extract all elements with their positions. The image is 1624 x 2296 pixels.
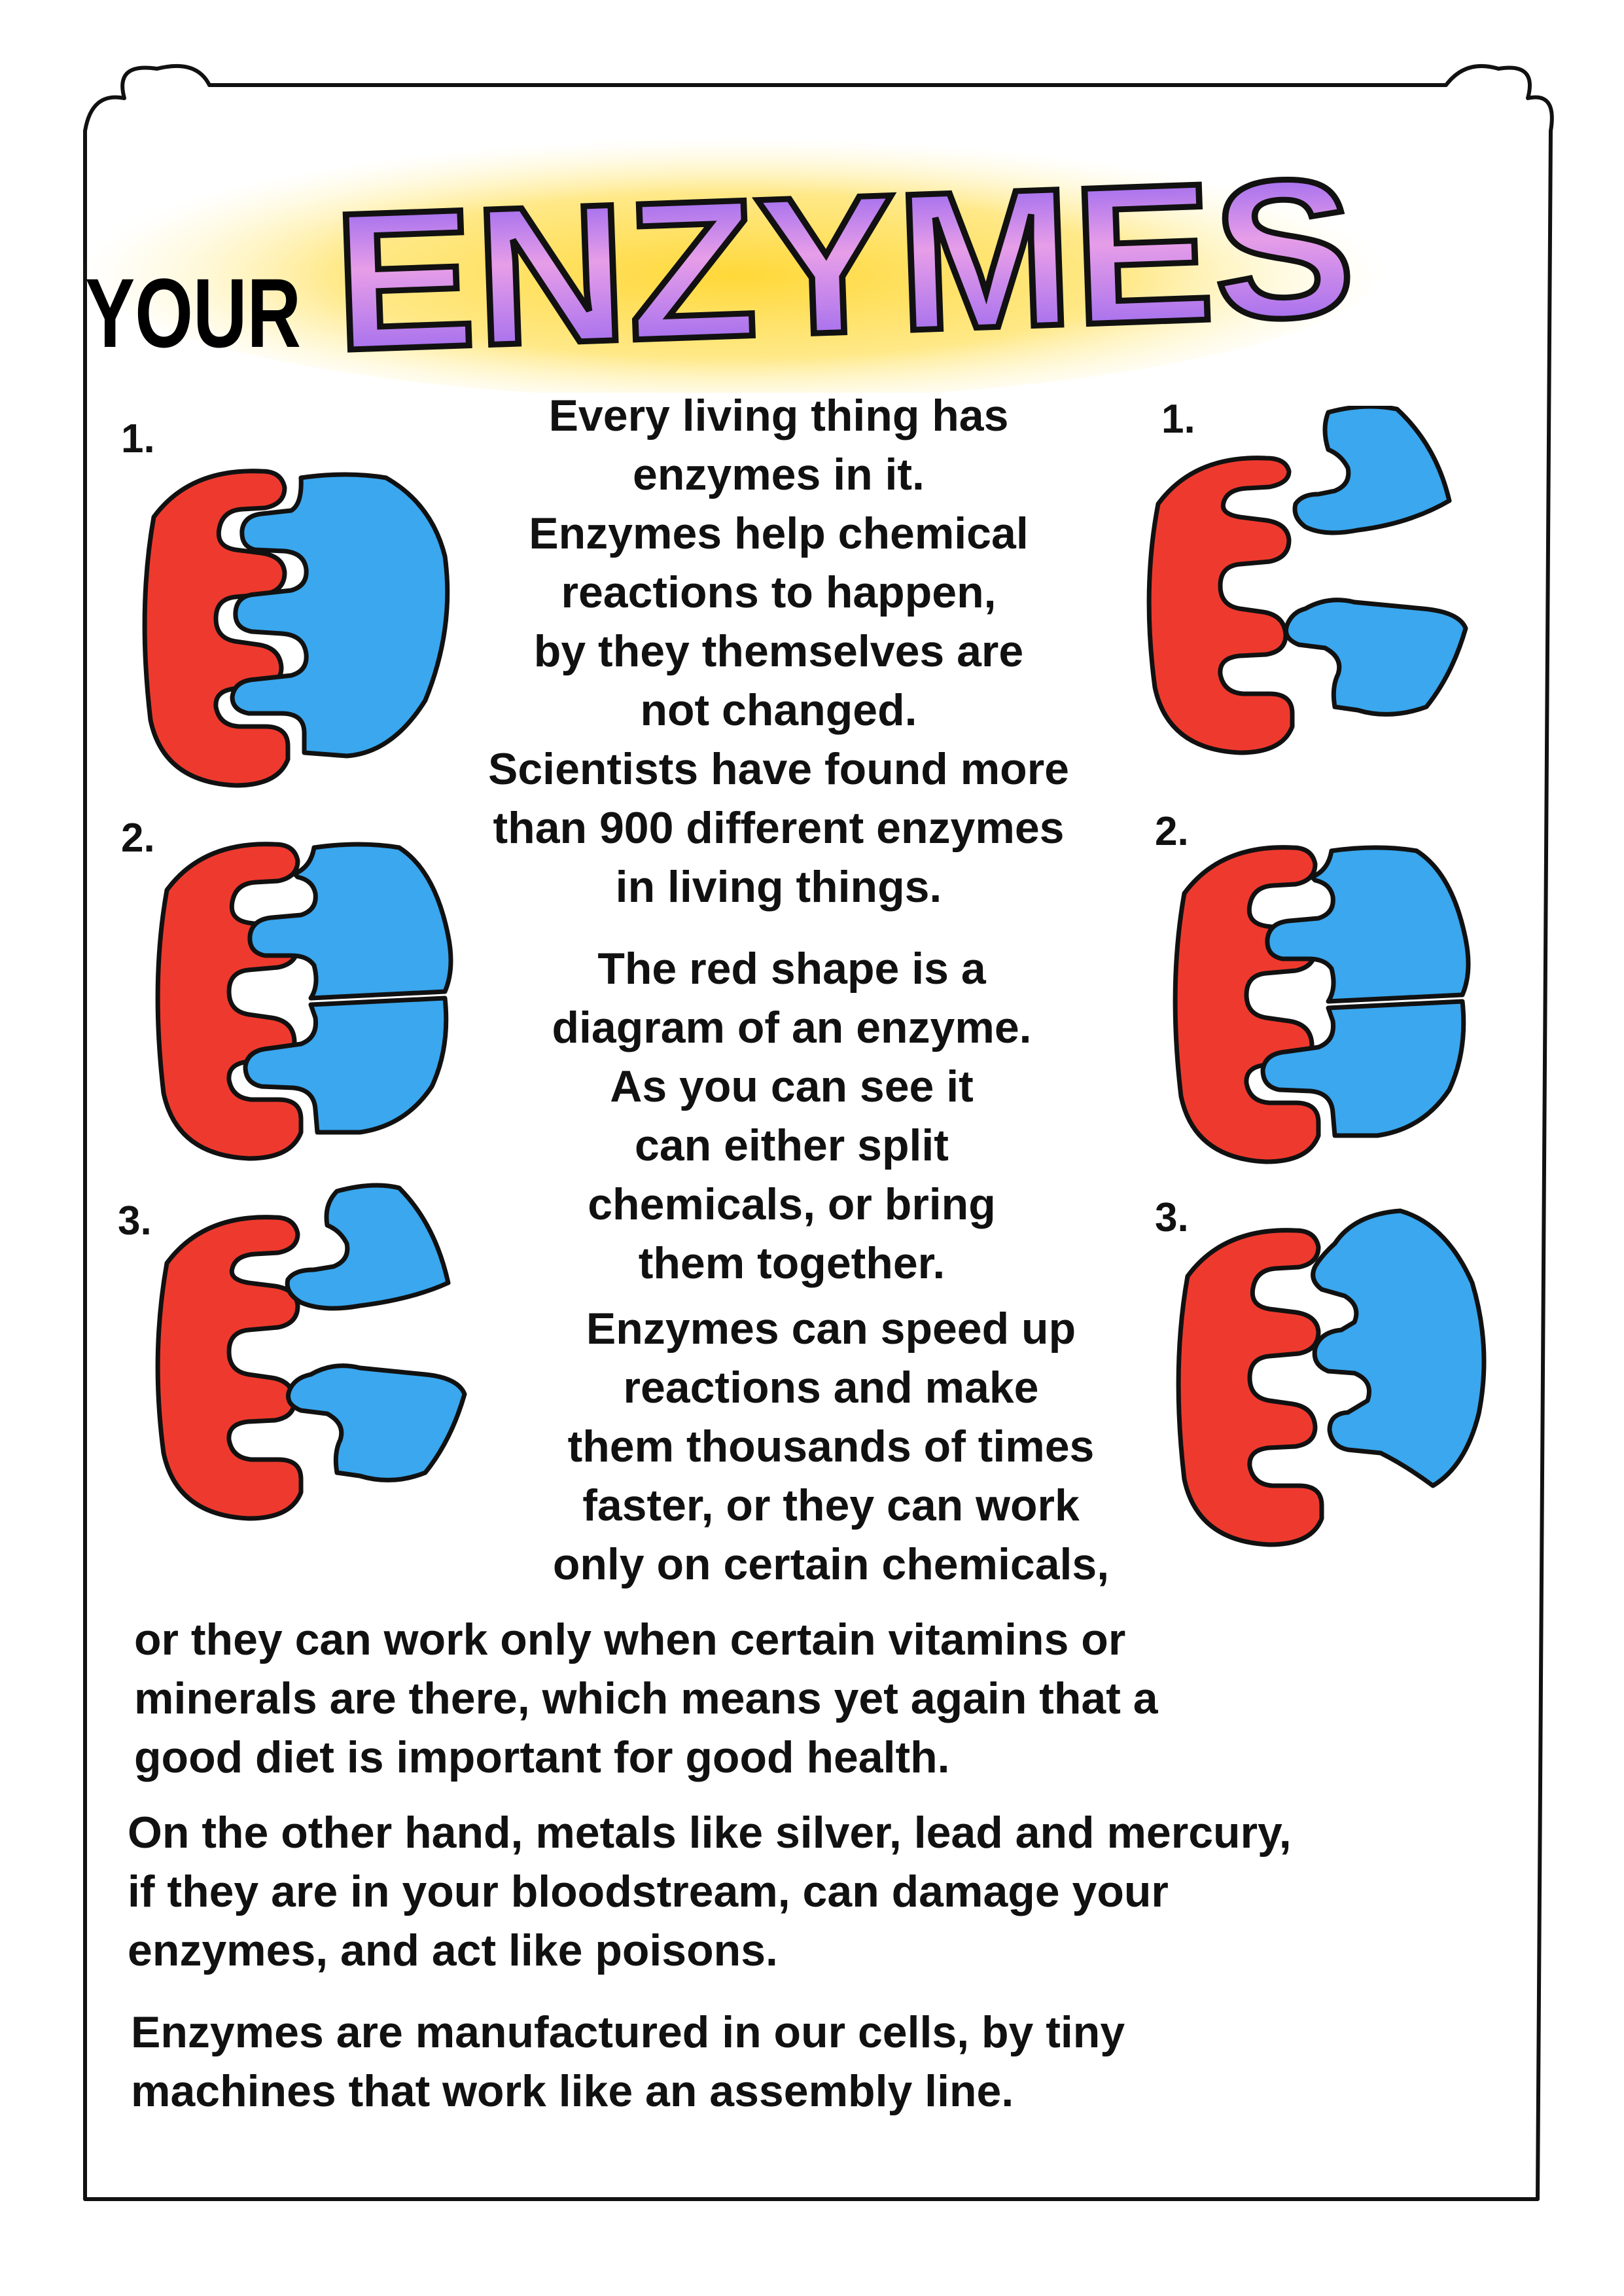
text-line: Every living thing has	[548, 391, 1009, 440]
text-line: than 900 different enzymes	[493, 803, 1065, 853]
text-line: chemicals, or bring	[588, 1179, 996, 1229]
text-line: Enzymes help chemical	[529, 509, 1029, 558]
text-line: in living things.	[615, 862, 942, 912]
text-line: enzymes, and act like poisons.	[128, 1926, 778, 1975]
right-diagram-1	[1129, 406, 1495, 772]
text-line: by they themselves are	[533, 626, 1024, 676]
enzyme-shape	[158, 1217, 301, 1518]
text-line: Enzymes are manufactured in our cells, by tiny	[131, 2007, 1125, 2057]
vitamins-paragraph	[134, 1610, 1541, 1787]
right-label-2: 2.	[1155, 809, 1189, 854]
text-line: On the other hand, metals like silver, lead and mercury,	[128, 1808, 1292, 1857]
enzyme-shape	[158, 844, 301, 1158]
text-line: enzymes in it.	[633, 450, 925, 499]
text-line: machines that work like an assembly line.	[131, 2066, 1014, 2116]
left-label-3: 3.	[118, 1198, 152, 1244]
text-line: reactions and make	[623, 1363, 1039, 1412]
text-line: The red shape is a	[597, 944, 986, 994]
speed-text	[471, 1299, 1191, 1594]
text-line: if they are in your bloodstream, can damage your	[128, 1867, 1169, 1916]
right-diagram-2	[1155, 821, 1521, 1188]
intro-text	[419, 386, 1139, 916]
chemical-shape	[1263, 848, 1468, 1136]
text-line: not changed.	[640, 685, 917, 735]
enzyme-shape	[1178, 1230, 1322, 1545]
enzyme-shape	[1149, 458, 1292, 753]
text-line: As you can see it	[610, 1062, 974, 1111]
text-line: faster, or they can work	[582, 1480, 1080, 1530]
left-label-2: 2.	[121, 816, 155, 861]
text-line: only on certain chemicals,	[552, 1539, 1110, 1589]
title-prefix: YOUR	[85, 258, 301, 368]
text-line: Enzymes can speed up	[586, 1304, 1076, 1354]
chemical-shape	[232, 475, 448, 756]
enzyme-shape	[1175, 848, 1318, 1162]
text-line: them thousands of times	[567, 1422, 1095, 1471]
right-label-3: 3.	[1155, 1195, 1189, 1240]
diagram-explanation-text	[432, 939, 1152, 1293]
text-line: them together.	[638, 1238, 945, 1288]
text-line: Scientists have found more	[488, 744, 1069, 794]
manufacture-paragraph	[131, 2003, 1538, 2121]
text-line: can either split	[635, 1121, 949, 1170]
left-label-1: 1.	[121, 416, 155, 461]
right-diagram-3	[1158, 1204, 1525, 1571]
title-banner	[79, 98, 1387, 393]
title-main: ENZYMES	[330, 139, 1286, 392]
chemical-shape	[1286, 406, 1466, 714]
text-line: good diet is important for good health.	[134, 1732, 950, 1782]
metals-paragraph	[128, 1803, 1534, 1980]
right-label-1: 1.	[1161, 397, 1195, 442]
chemical-shape	[1313, 1211, 1484, 1486]
text-line: reactions to happen,	[561, 567, 997, 617]
text-line: diagram of an enzyme.	[552, 1003, 1032, 1052]
text-line: minerals are there, which means yet again that a	[134, 1674, 1158, 1723]
text-line: or they can work only when certain vitamins or	[134, 1615, 1126, 1664]
